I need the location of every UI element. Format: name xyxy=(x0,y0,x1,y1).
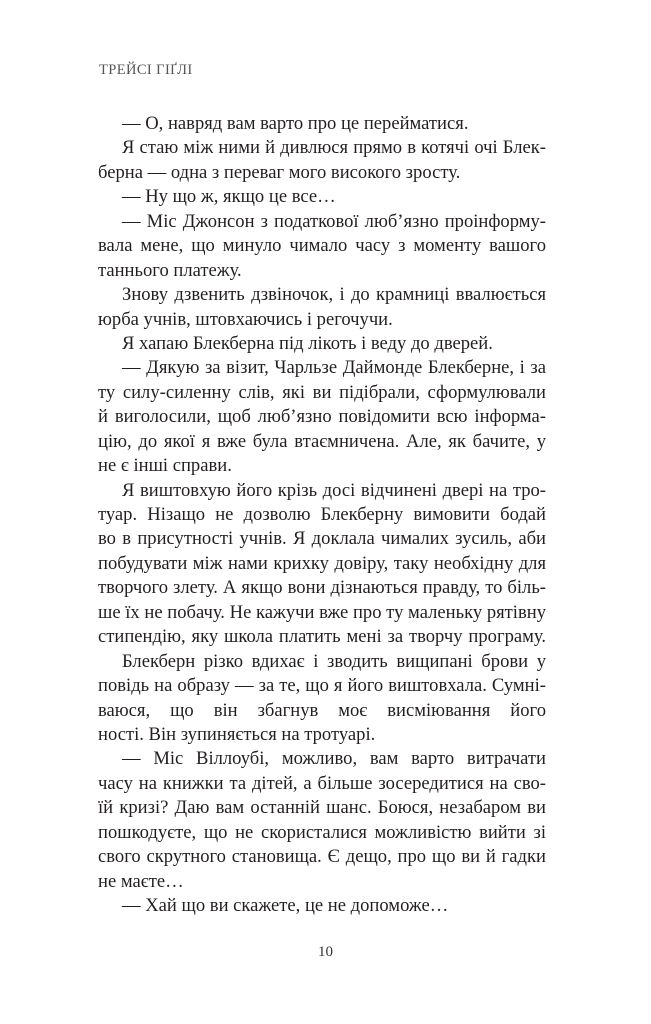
page-number: 10 xyxy=(318,944,333,960)
text-line: ту силу-силенну слів, які ви підібрали, сформулювали xyxy=(98,381,546,403)
text-line: не маєте… xyxy=(98,870,184,892)
text-line: цію, до якої я вже була втаємничена. Але, як бачите, у xyxy=(98,430,546,452)
text-line: — Ну що ж, якщо це все… xyxy=(122,186,336,208)
text-line: стипендію, яку школа платить мені за творчу програму. xyxy=(98,626,546,648)
text-line: побудувати між нами крихку довіру, таку необхідну для xyxy=(98,552,546,574)
text-line: не є інші справи. xyxy=(98,455,232,477)
text-line: ваюся, що він збагнув моє висміювання його xyxy=(98,699,546,721)
text-line: пошкодуєте, що не скористалися можливістю вийти зі xyxy=(98,821,546,843)
text-line: вала мене, що минуло чимало часу з моменту вашого xyxy=(98,235,546,257)
text-line: Я стаю між ними й дивлюся прямо в котячі очі Блек- xyxy=(122,137,546,159)
text-line: таннього платежу. xyxy=(98,259,242,281)
body-text xyxy=(98,112,546,918)
text-line: свого скрутного становища. Є дещо, про що ви й гадки xyxy=(98,846,546,868)
text-line: й виголосили, щоб люб’язно повідомити всю інформа- xyxy=(98,406,546,428)
text-line: творчого злету. А якщо вони дізнаються правду, то біль- xyxy=(98,577,546,599)
text-line: ності. Він зупиняється на тротуарі. xyxy=(98,723,376,745)
running-head-author: ТРЕЙСІ ГІҐЛІ xyxy=(99,62,193,78)
text-line: їй кризі? Даю вам останній шанс. Боюся, незабаром ви xyxy=(98,797,546,819)
text-line: Я виштовхую його крізь досі відчинені двері на тро- xyxy=(122,479,546,501)
text-line: — Дякую за візит, Чарльзе Даймонде Блекберне, і за xyxy=(122,357,546,379)
text-line: — Міс Віллоубі, можливо, вам варто витрачати xyxy=(122,748,546,770)
text-line: Блекберн різко вдихає і зводить вищипані брови у xyxy=(122,650,546,672)
text-line: Знову дзвенить дзвіночок, і до крамниці ввалюється xyxy=(122,284,546,306)
text-line: юрба учнів, штовхаючись і регочучи. xyxy=(98,308,393,330)
text-line: Я хапаю Блекберна під лікоть і веду до дверей. xyxy=(122,332,493,354)
text-line: — Хай що ви скажете, це не допоможе… xyxy=(122,895,449,916)
text-line: — Міс Джонсон з податкової люб’язно проінформу- xyxy=(122,210,546,232)
text-line: во в присутності учнів. Я доклала чималих зусиль, аби xyxy=(98,528,546,550)
text-line: повідь на образу — за те, що я його виштовхала. Сумні- xyxy=(98,675,546,697)
text-line: берна — одна з переваг мого високого зросту. xyxy=(98,161,461,183)
text-line: туар. Нізащо не дозволю Блекберну вимовити бодай xyxy=(98,504,546,525)
text-line: ше їх не побачу. Не кажучи вже про ту маленьку рятівну xyxy=(98,601,546,623)
text-line: — О, навряд вам варто про це перейматися. xyxy=(122,113,469,134)
text-line: часу на книжки та дітей, а більше зосередитися на сво- xyxy=(98,772,546,794)
